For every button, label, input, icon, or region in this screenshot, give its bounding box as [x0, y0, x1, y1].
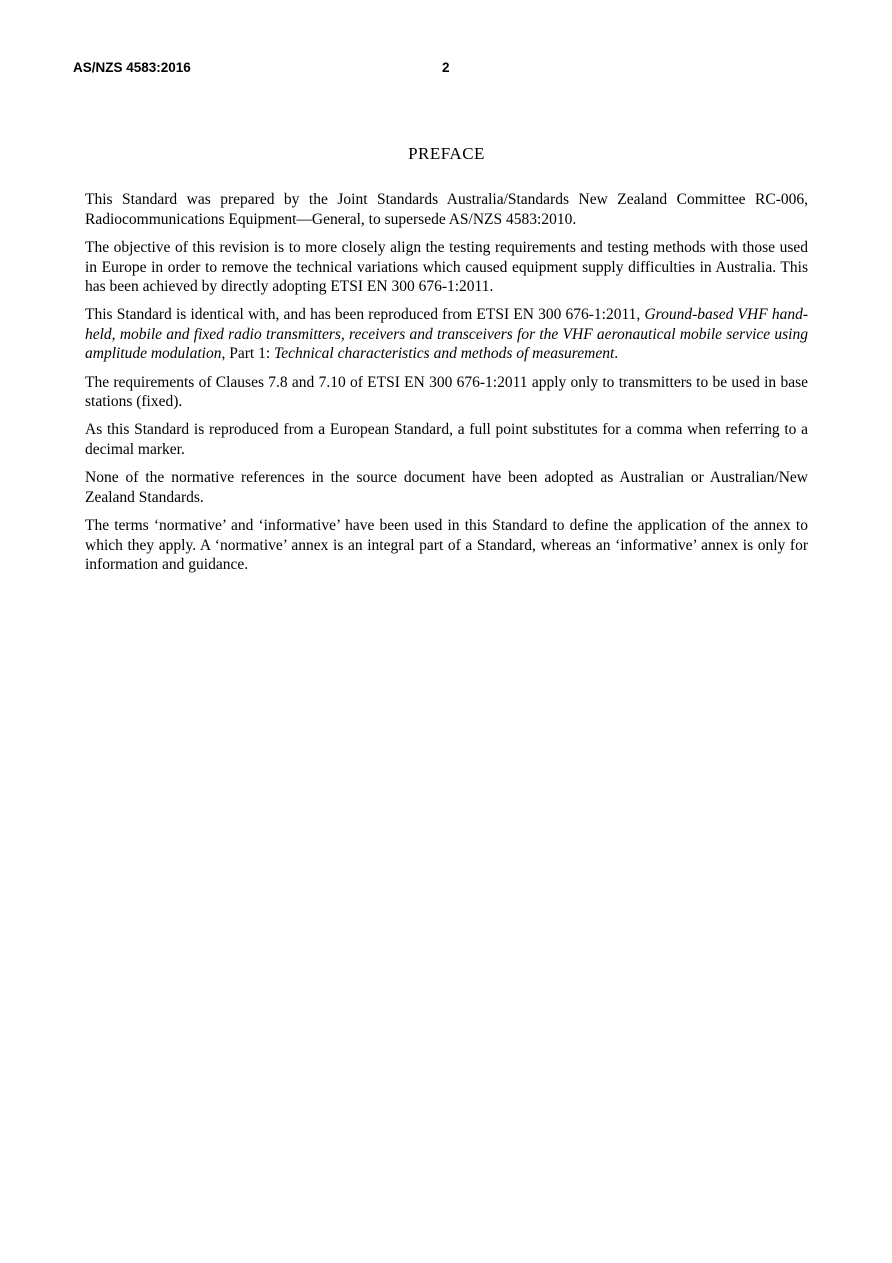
paragraph-identical-end: .	[614, 345, 619, 363]
paragraph-identical-with	[85, 305, 808, 363]
paragraph-objective: The objective of this revision is to more closely align the testing requirements and testing methods with those used in Europe in order to remove the technical variations which caused equipment supply difficulties in Australia. This has been achieved by directly adopting ETSI EN 300 676-1:2011.	[85, 239, 808, 296]
source-document-title: Ground-based VHF hand-held, mobile and fixed radio transmitters, receivers and transceivers for the VHF aeronautical mobile service using amplitude modulation	[85, 306, 809, 363]
source-document-part: , Part 1:	[221, 345, 275, 363]
page-title: PREFACE	[408, 144, 485, 163]
paragraph-identical-lead: This Standard is identical with, and has been reproduced from ETSI EN 300 676-1:2011,	[85, 306, 645, 324]
paragraph-decimal-marker: As this Standard is reproduced from a European Standard, a full point substitutes for a comma when referring to a decimal marker.	[85, 421, 808, 458]
page-number: 2	[442, 60, 450, 75]
preface-section	[85, 144, 808, 583]
running-header	[73, 60, 819, 78]
paragraph-annex-terms: The terms ‘normative’ and ‘informative’ have been used in this Standard to define the application of the annex to which they apply. A ‘normative’ annex is an integral part of a Standard, whereas an ‘informative’ annex is only for information and guidance.	[85, 517, 808, 573]
paragraph-committee: This Standard was prepared by the Joint Standards Australia/Standards New Zealand Committee RC-006, Radiocommunications Equipment—General, to supersede AS/NZS 4583:2010.	[85, 191, 808, 228]
document-id: AS/NZS 4583:2016	[73, 60, 191, 75]
source-document-subtitle: Technical characteristics and methods of measurement	[274, 345, 615, 363]
paragraph-clauses: The requirements of Clauses 7.8 and 7.10 of ETSI EN 300 676-1:2011 apply only to transmitters to be used in base stations (fixed).	[85, 373, 808, 411]
paragraph-normative-references: None of the normative references in the source document have been adopted as Australian or Australian/New Zealand Standards.	[85, 469, 808, 506]
